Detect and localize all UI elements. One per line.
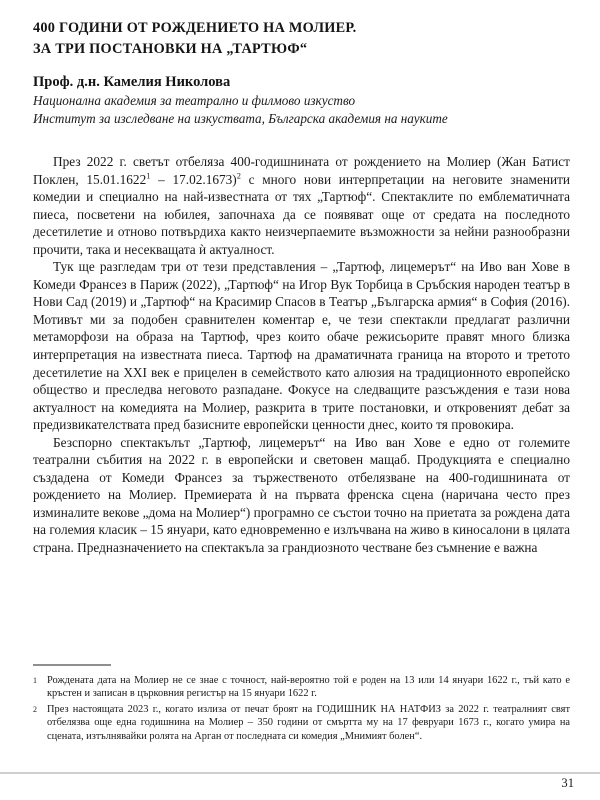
- footnote-item-1: [33, 674, 570, 701]
- footnote-area: [33, 664, 570, 746]
- footnote-ref-2[interactable]: 2: [236, 171, 241, 181]
- paragraph-2: Тук ще разгледам три от тези представления – „Тартюф, лицемерът“ на Иво ван Хове в Комеди Франсез в Париж (2022), „Тартюф“ на Игор Вук Торбица в Сръбския народен театър в Нови Сад (2019) и „Тартюф“ на Красимир Спасов в Театър „Българска армия“ в София (2016). Мотивът ми за подобен сравнителен коментар е, че тези спектакли предлагат различни метаморфози на образа на Тартюф, чрез които обаче режисьорите правят много близка интерпретация на известната пиеса. Тартюф на драматичната граница на второто и третото десетилетие на XXI век е прицелен в семейството като алюзия на традиционното европейско общество и преследва неговото разпадане. Фокусе на следващите разсъждения е тази нова актуалност на комедията на Молиер, разкрита в трите постановки, и откровеният дебат за предизвикателствата пред базисните европейски ценности днес, които тя провокира.: [33, 259, 570, 433]
- footnote-text-1: Рождената дата на Молиер не се знае с точност, най-вероятно той е роден на 13 или 14 януари 1622 г., тъй като е кръстен и записан в църковния регистър на 15 януари 1622 г.: [47, 674, 570, 700]
- affiliation-2: Институт за изследване на изкуствата, Българска академия на науките: [33, 110, 448, 126]
- footer-divider: [0, 772, 600, 774]
- title-line-1: 400 ГОДИНИ ОТ РОЖДЕНИЕТО НА МОЛИЕР.: [33, 20, 357, 36]
- title-line-2: ЗА ТРИ ПОСТАНОВКИ НА „ТАРТЮФ“: [33, 41, 308, 57]
- page-number: 31: [561, 776, 574, 790]
- author-block: [33, 72, 570, 127]
- footnote-item-2: [33, 703, 570, 744]
- footnote-separator-rule: [33, 664, 111, 666]
- footnote-text-2: През настоящата 2023 г., когато излиза от печат броят на ГОДИШНИК НА НАТФИЗ за 2022 г. театралният свят отбелязва още една годишнина на Молиер – 350 години от смъртта му на 17 февруари 1673 г., когато умира на сцената, изтълнявайки ролята на Арган от последната си комедия „Мнимият болен“.: [47, 703, 570, 742]
- page-title: [33, 18, 570, 60]
- author-name: Проф. д.н. Камелия Николова: [33, 74, 231, 90]
- footnote-number-2: 2: [33, 704, 37, 714]
- paragraph-1: [33, 153, 570, 258]
- body-text: [33, 153, 570, 557]
- paragraph-1-part-b: – 17.02.1673): [150, 171, 237, 187]
- footnote-number-1: 1: [33, 675, 37, 685]
- paragraph-1-part-a: През 2022 г. светът отбеляза 400-годишнината от рождението на Молиер (Жан Батист Поклен, 15.01.1622: [33, 154, 570, 187]
- footnote-ref-1[interactable]: 1: [146, 171, 151, 181]
- affiliation-1: Национална академия за театрално и филмово изкуство: [33, 93, 356, 108]
- paragraph-3: Безспорно спектакълът „Тартюф, лицемерът“ на Иво ван Хове е едно от големите театрални събития на 2022 г. в европейски и световен мащаб. Продукцията е специално създадена от Комеди Франсез за тържественото отбелязване на 400-годишнината от рождението на Молиер. Премиерата ѝ на първата френска сцена (наричана често през изминалите векове „дома на Молиер“) програмно се състои точно на приетата за рождена дата на големия класик – 15 януари, като едновременно е излъчвана на живо в киносалони в цялата страна. Предназначението на спектакъла за грандиозното честване без съмнение е важна: [33, 434, 570, 556]
- paragraph-1-part-c: с много нови интерпретации на неговите знаменити комедии и специално на най-известната от тях „Тартюф“. Спектаклите по емблематичната пиеса, посветени на юбилея, започнаха да се появяват още от средата на последното десетилетие и отново потвърдиха както неизчерпаемите възможности за нейни разнообразни прочити, така и несекващата ѝ актуалност.: [33, 171, 571, 257]
